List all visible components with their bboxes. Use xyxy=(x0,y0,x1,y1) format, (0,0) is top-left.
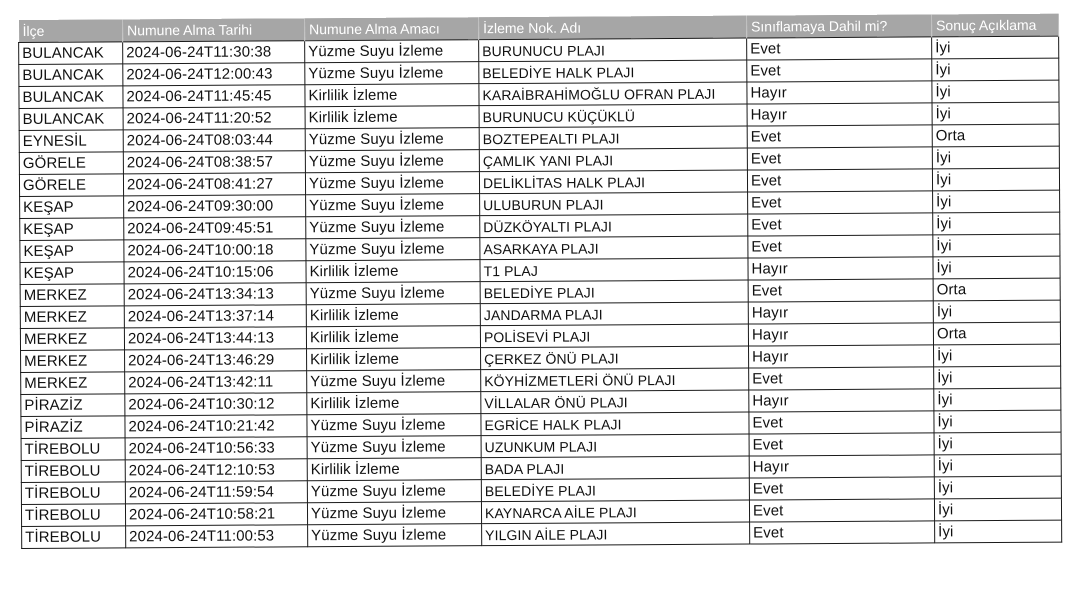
point-cell: ÇERKEZ ÖNÜ PLAJI xyxy=(481,346,749,370)
district-cell: MERKEZ xyxy=(21,372,125,395)
purpose-cell: Kirlilik İzleme xyxy=(307,458,481,481)
point-cell: ULUBURUN PLAJI xyxy=(480,192,748,216)
district-cell: BULANCAK xyxy=(19,42,123,65)
district-cell: GÖRELE xyxy=(19,152,123,175)
point-cell: T1 PLAJ xyxy=(480,258,748,282)
purpose-cell: Yüzme Suyu İzleme xyxy=(307,370,481,393)
point-cell: KARAİBRAHİMOĞLU OFRAN PLAJI xyxy=(479,82,747,106)
result-cell: İyi xyxy=(932,80,1059,103)
classification-cell: Evet xyxy=(747,147,932,170)
result-cell: İyi xyxy=(932,58,1059,81)
district-cell: MERKEZ xyxy=(20,328,124,351)
district-cell: KEŞAP xyxy=(20,218,124,241)
result-cell: İyi xyxy=(932,36,1059,59)
result-cell: İyi xyxy=(934,410,1061,433)
date-cell: 2024-06-24T12:10:53 xyxy=(125,459,307,482)
classification-cell: Hayır xyxy=(748,301,933,324)
data-sheet xyxy=(18,14,1061,549)
classification-cell: Hayır xyxy=(749,389,934,412)
result-cell: İyi xyxy=(934,454,1061,477)
district-cell: EYNESİL xyxy=(19,130,123,153)
date-cell: 2024-06-24T08:41:27 xyxy=(123,173,305,196)
district-cell: BULANCAK xyxy=(19,64,123,87)
point-cell: ÇAMLIK YANI PLAJI xyxy=(479,148,747,172)
point-cell: JANDARMA PLAJI xyxy=(480,302,748,326)
district-cell: BULANCAK xyxy=(19,86,123,109)
result-cell: İyi xyxy=(934,432,1061,455)
purpose-cell: Kirlilik İzleme xyxy=(307,348,481,371)
district-cell: TİREBOLU xyxy=(22,526,126,549)
district-cell: KEŞAP xyxy=(20,262,124,285)
purpose-cell: Kirlilik İzleme xyxy=(306,260,480,283)
classification-cell: Evet xyxy=(749,499,934,522)
district-cell: PİRAZİZ xyxy=(21,394,125,417)
purpose-cell: Kirlilik İzleme xyxy=(305,84,479,107)
date-cell: 2024-06-24T10:15:06 xyxy=(124,261,306,284)
date-cell: 2024-06-24T10:58:21 xyxy=(125,503,307,526)
result-cell: Orta xyxy=(933,322,1060,345)
date-cell: 2024-06-24T09:45:51 xyxy=(124,217,306,240)
result-cell: İyi xyxy=(934,344,1061,367)
classification-cell: Evet xyxy=(749,433,934,456)
purpose-cell: Yüzme Suyu İzleme xyxy=(305,128,479,151)
classification-cell: Evet xyxy=(748,279,933,302)
header-monitoring-point: İzleme Nok. Adı xyxy=(478,16,746,40)
date-cell: 2024-06-24T13:46:29 xyxy=(125,349,307,372)
district-cell: PİRAZİZ xyxy=(21,416,125,439)
classification-cell: Evet xyxy=(747,37,932,60)
district-cell: GÖRELE xyxy=(19,174,123,197)
point-cell: UZUNKUM PLAJI xyxy=(481,434,749,458)
purpose-cell: Yüzme Suyu İzleme xyxy=(306,216,480,239)
classification-cell: Hayır xyxy=(748,257,933,280)
district-cell: TİREBOLU xyxy=(21,504,125,527)
purpose-cell: Kirlilik İzleme xyxy=(307,392,481,415)
result-cell: İyi xyxy=(933,234,1060,257)
result-cell: İyi xyxy=(932,146,1059,169)
purpose-cell: Yüzme Suyu İzleme xyxy=(308,524,482,547)
point-cell: BELEDİYE PLAJI xyxy=(480,280,748,304)
classification-cell: Hayır xyxy=(748,323,933,346)
result-cell: İyi xyxy=(932,168,1059,191)
point-cell: ASARKAYA PLAJI xyxy=(480,236,748,260)
point-cell: DÜZKÖYALTI PLAJI xyxy=(480,214,748,238)
header-sampling-date: Numune Alma Tarihi xyxy=(122,18,304,42)
district-cell: MERKEZ xyxy=(20,306,124,329)
point-cell: VİLLALAR ÖNÜ PLAJI xyxy=(481,390,749,414)
purpose-cell: Yüzme Suyu İzleme xyxy=(306,238,480,261)
date-cell: 2024-06-24T08:03:44 xyxy=(123,129,305,152)
point-cell: KAYNARCA AİLE PLAJI xyxy=(481,500,749,524)
purpose-cell: Yüzme Suyu İzleme xyxy=(307,480,481,503)
classification-cell: Evet xyxy=(748,191,933,214)
date-cell: 2024-06-24T11:30:38 xyxy=(123,41,305,64)
purpose-cell: Yüzme Suyu İzleme xyxy=(305,40,479,63)
purpose-cell: Yüzme Suyu İzleme xyxy=(307,414,481,437)
date-cell: 2024-06-24T10:00:18 xyxy=(124,239,306,262)
purpose-cell: Yüzme Suyu İzleme xyxy=(305,172,479,195)
purpose-cell: Yüzme Suyu İzleme xyxy=(305,62,479,85)
date-cell: 2024-06-24T11:20:52 xyxy=(123,107,305,130)
date-cell: 2024-06-24T11:59:54 xyxy=(125,481,307,504)
district-cell: TİREBOLU xyxy=(21,460,125,483)
point-cell: BOZTEPEALTI PLAJI xyxy=(479,126,747,150)
result-cell: İyi xyxy=(934,366,1061,389)
date-cell: 2024-06-24T13:44:13 xyxy=(124,327,306,350)
result-cell: İyi xyxy=(934,476,1061,499)
point-cell: POLİSEVİ PLAJI xyxy=(480,324,748,348)
classification-cell: Hayır xyxy=(749,345,934,368)
classification-cell: Evet xyxy=(749,367,934,390)
classification-cell: Evet xyxy=(747,125,932,148)
date-cell: 2024-06-24T10:56:33 xyxy=(125,437,307,460)
result-cell: İyi xyxy=(933,256,1060,279)
point-cell: DELİKLİTAS HALK PLAJI xyxy=(479,170,747,194)
purpose-cell: Yüzme Suyu İzleme xyxy=(307,436,481,459)
date-cell: 2024-06-24T11:45:45 xyxy=(123,85,305,108)
purpose-cell: Yüzme Suyu İzleme xyxy=(307,502,481,525)
point-cell: BURUNUCU PLAJI xyxy=(479,38,747,62)
table-body xyxy=(19,36,1062,548)
district-cell: MERKEZ xyxy=(21,350,125,373)
header-result: Sonuç Açıklama xyxy=(931,14,1058,37)
sampling-table xyxy=(18,14,1062,549)
district-cell: KEŞAP xyxy=(20,196,124,219)
classification-cell: Hayır xyxy=(747,81,932,104)
district-cell: MERKEZ xyxy=(20,284,124,307)
result-cell: İyi xyxy=(933,190,1060,213)
classification-cell: Evet xyxy=(749,477,934,500)
purpose-cell: Kirlilik İzleme xyxy=(305,106,479,129)
date-cell: 2024-06-24T13:34:13 xyxy=(124,283,306,306)
header-classification: Sınıflamaya Dahil mi? xyxy=(746,14,931,38)
classification-cell: Evet xyxy=(750,521,935,544)
header-district: İlçe xyxy=(18,19,122,42)
district-cell: BULANCAK xyxy=(19,108,123,131)
date-cell: 2024-06-24T11:00:53 xyxy=(126,525,308,548)
point-cell: BELEDİYE PLAJI xyxy=(481,478,749,502)
point-cell: BELEDİYE HALK PLAJI xyxy=(479,60,747,84)
result-cell: İyi xyxy=(932,102,1059,125)
purpose-cell: Kirlilik İzleme xyxy=(306,304,480,327)
district-cell: TİREBOLU xyxy=(21,438,125,461)
result-cell: İyi xyxy=(934,498,1061,521)
classification-cell: Evet xyxy=(749,411,934,434)
date-cell: 2024-06-24T13:37:14 xyxy=(124,305,306,328)
purpose-cell: Yüzme Suyu İzleme xyxy=(306,282,480,305)
date-cell: 2024-06-24T13:42:11 xyxy=(125,371,307,394)
date-cell: 2024-06-24T10:30:12 xyxy=(125,393,307,416)
classification-cell: Evet xyxy=(748,235,933,258)
purpose-cell: Yüzme Suyu İzleme xyxy=(306,194,480,217)
header-sampling-purpose: Numune Alma Amacı xyxy=(304,17,478,41)
result-cell: İyi xyxy=(933,212,1060,235)
classification-cell: Evet xyxy=(747,169,932,192)
date-cell: 2024-06-24T10:21:42 xyxy=(125,415,307,438)
result-cell: Orta xyxy=(932,124,1059,147)
date-cell: 2024-06-24T08:38:57 xyxy=(123,151,305,174)
point-cell: YILGIN AİLE PLAJI xyxy=(482,522,750,546)
purpose-cell: Kirlilik İzleme xyxy=(306,326,480,349)
point-cell: KÖYHİZMETLERİ ÖNÜ PLAJI xyxy=(481,368,749,392)
result-cell: İyi xyxy=(935,520,1062,543)
district-cell: TİREBOLU xyxy=(21,482,125,505)
result-cell: İyi xyxy=(934,388,1061,411)
classification-cell: Evet xyxy=(747,59,932,82)
date-cell: 2024-06-24T09:30:00 xyxy=(124,195,306,218)
classification-cell: Hayır xyxy=(747,103,932,126)
purpose-cell: Yüzme Suyu İzleme xyxy=(305,150,479,173)
date-cell: 2024-06-24T12:00:43 xyxy=(123,63,305,86)
result-cell: Orta xyxy=(933,278,1060,301)
classification-cell: Evet xyxy=(748,213,933,236)
point-cell: BURUNUCU KÜÇÜKLÜ xyxy=(479,104,747,128)
result-cell: İyi xyxy=(933,300,1060,323)
point-cell: BADA PLAJI xyxy=(481,456,749,480)
district-cell: KEŞAP xyxy=(20,240,124,263)
classification-cell: Hayır xyxy=(749,455,934,478)
point-cell: EGRİCE HALK PLAJI xyxy=(481,412,749,436)
